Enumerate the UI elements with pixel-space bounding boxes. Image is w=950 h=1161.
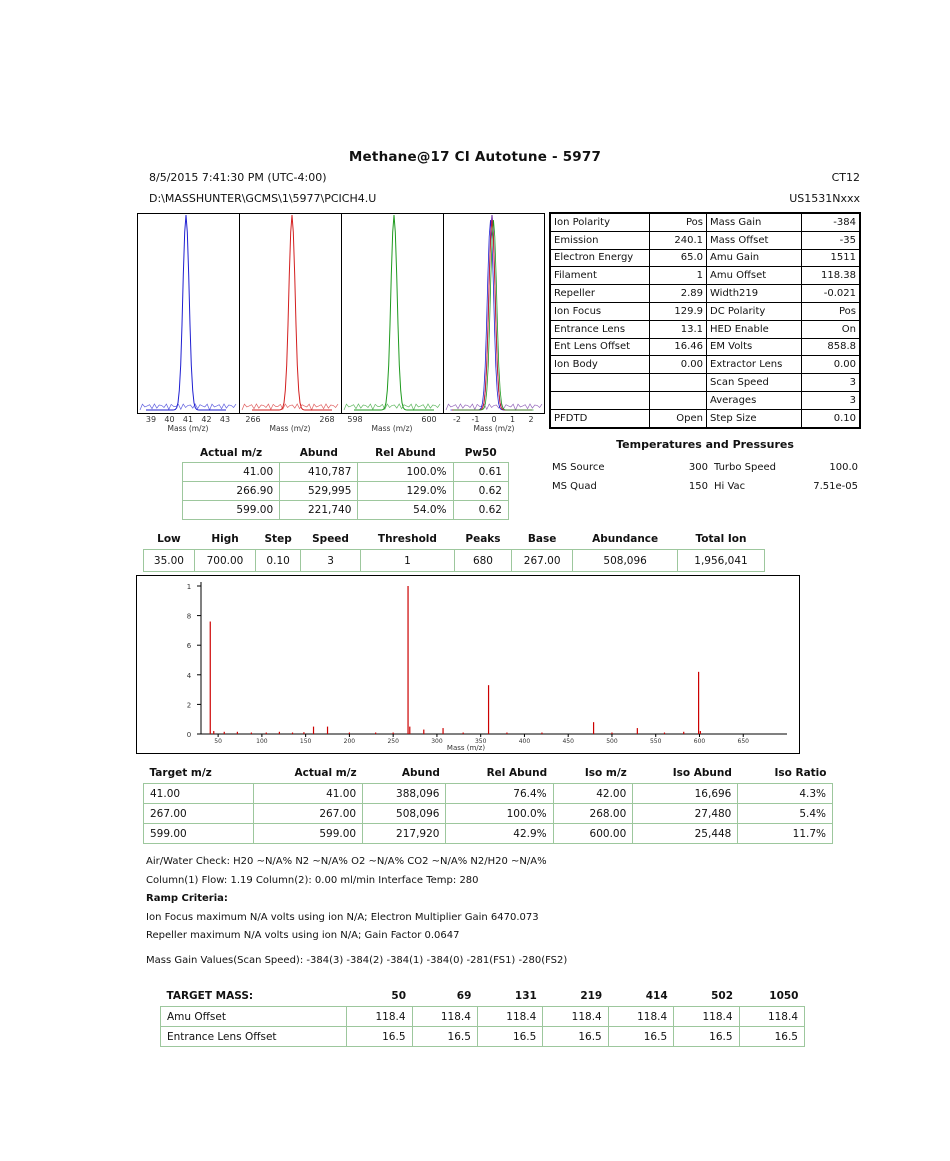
param-value: 3 — [802, 374, 861, 392]
x-tick-label: 150 — [299, 738, 312, 745]
peak-profile-2 — [252, 215, 332, 410]
scan-header: Total Ion — [695, 533, 747, 545]
abund-cell: 129.0% — [358, 482, 453, 501]
x-tick-label: 400 — [518, 738, 531, 745]
abund-header: Rel Abund — [375, 447, 436, 459]
scan-header: Speed — [312, 533, 349, 545]
param-value: 0.10 — [802, 409, 861, 427]
target-header: Iso Ratio — [774, 767, 827, 779]
param-row — [550, 356, 860, 374]
target-cell: 600.00 — [553, 824, 633, 844]
param-label: Repeller — [550, 285, 650, 303]
panel-tick-label: 598 — [347, 415, 363, 424]
scan-cell: 0.10 — [256, 550, 301, 572]
param-row — [550, 267, 860, 285]
abund-cell: 0.61 — [453, 463, 509, 482]
param-value: 2.89 — [650, 285, 707, 303]
x-tick-label: 300 — [431, 738, 443, 745]
scan-cell: 267.00 — [512, 550, 573, 572]
target-cell: 41.00 — [144, 784, 254, 804]
panel-xlabel: Mass (m/z) — [371, 424, 413, 433]
temps-row — [549, 458, 861, 477]
target-cell: 267.00 — [144, 804, 254, 824]
scan-header: High — [211, 533, 239, 545]
abund-cell: 266.90 — [183, 482, 280, 501]
target-cell: 268.00 — [553, 804, 633, 824]
param-value: 13.1 — [650, 320, 707, 338]
abund-cell: 0.62 — [453, 482, 509, 501]
param-label — [550, 374, 650, 392]
tune-parameters-table — [549, 212, 861, 429]
param-value: -35 — [802, 231, 861, 249]
mass-row — [161, 1027, 805, 1047]
mass-cell: 16.5 — [477, 1027, 542, 1047]
scan-cell: 508,096 — [573, 550, 678, 572]
param-row — [550, 231, 860, 249]
param-label: Scan Speed — [707, 374, 802, 392]
param-row — [550, 249, 860, 267]
peak-profile-1 — [146, 215, 226, 410]
repeller-maximum: Repeller maximum N/A volts using ion N/A; Gain Factor 0.0647 — [146, 930, 460, 942]
column-flow: Column(1) Flow: 1.19 Column(2): 0.00 ml/min Interface Temp: 280 — [146, 874, 479, 886]
temps-value: 7.51e-05 — [813, 481, 858, 492]
mass-cell: 16.5 — [543, 1027, 608, 1047]
param-value: 16.46 — [650, 338, 707, 356]
mass-cell: 16.5 — [739, 1027, 804, 1047]
param-row — [550, 338, 860, 356]
param-row — [550, 285, 860, 303]
method-path: D:\MASSHUNTER\GCMS\1\5977\PCICH4.U — [149, 192, 377, 205]
peak-baseline-4 — [446, 404, 542, 410]
mass-spectrum-chart — [136, 575, 800, 754]
target-cell: 508,096 — [363, 804, 446, 824]
mass-header: 50 — [391, 990, 407, 1002]
param-value: 0.00 — [650, 356, 707, 374]
target-cell: 388,096 — [363, 784, 446, 804]
panel-xlabel: Mass (m/z) — [269, 424, 311, 433]
param-label: EM Volts — [707, 338, 802, 356]
param-value — [650, 374, 707, 392]
temps-value: 100.0 — [829, 462, 858, 473]
param-row — [550, 302, 860, 320]
x-tick-label: 50 — [214, 738, 222, 745]
param-label: Averages — [707, 391, 802, 409]
param-label — [550, 391, 650, 409]
target-cell: 11.7% — [738, 824, 833, 844]
target-cell: 267.00 — [253, 804, 362, 824]
abund-cell: 599.00 — [183, 501, 280, 520]
scan-cell: 3 — [301, 550, 361, 572]
mass-header: 219 — [580, 990, 603, 1002]
temps-label: MS Source — [552, 462, 605, 473]
target-cell: 42.9% — [446, 824, 553, 844]
panel-tick-label: 41 — [182, 415, 194, 424]
param-label: Mass Offset — [707, 231, 802, 249]
temps-label: MS Quad — [552, 481, 597, 492]
target-header: Iso m/z — [584, 767, 627, 779]
target-cell: 25,448 — [633, 824, 738, 844]
scan-cell: 35.00 — [144, 550, 195, 572]
abund-cell: 41.00 — [183, 463, 280, 482]
param-value: 1511 — [802, 249, 861, 267]
panel-tick-label: -2 — [453, 415, 461, 424]
target-cell: 16,696 — [633, 784, 738, 804]
target-header: Iso Abund — [672, 767, 732, 779]
abund-header: Actual m/z — [200, 447, 263, 459]
temps-row — [549, 477, 861, 496]
scan-cell: 1,956,041 — [678, 550, 765, 572]
target-cell: 599.00 — [253, 824, 362, 844]
panel-tick-label: 1 — [509, 415, 516, 424]
target-mass-offsets-table — [160, 986, 805, 1047]
target-cell: 599.00 — [144, 824, 254, 844]
report-title: Methane@17 CI Autotune - 5977 — [348, 149, 602, 165]
target-cell: 42.00 — [553, 784, 633, 804]
scan-header: Low — [157, 533, 181, 545]
scan-cell: 700.00 — [194, 550, 255, 572]
param-row — [550, 409, 860, 427]
scan-cell: 680 — [454, 550, 511, 572]
mass-cell: 118.4 — [674, 1007, 739, 1027]
x-tick-label: 250 — [387, 738, 399, 745]
temps-label: Turbo Speed — [714, 462, 777, 473]
param-row — [550, 320, 860, 338]
panel-tick-label: 600 — [421, 415, 437, 424]
mass-row — [161, 1007, 805, 1027]
scan-cell: 1 — [360, 550, 454, 572]
param-value: 3 — [802, 391, 861, 409]
param-value: -384 — [802, 213, 861, 231]
param-label: Step Size — [707, 409, 802, 427]
temps-value: 150 — [688, 481, 708, 492]
y-tick-label: 1 — [186, 583, 192, 591]
panel-tick-label: 268 — [319, 415, 335, 424]
y-tick-label: 0 — [186, 731, 192, 739]
ramp-criteria-label: Ramp Criteria: — [146, 893, 228, 905]
mass-cell: 118.4 — [543, 1007, 608, 1027]
mass-gain-values: Mass Gain Values(Scan Speed): -384(3) -384(2) -384(1) -384(0) -281(FS1) -280(FS2) — [146, 954, 568, 966]
mass-cell: 16.5 — [608, 1027, 673, 1047]
mass-cell: 118.4 — [412, 1007, 477, 1027]
mass-cell: 118.4 — [347, 1007, 412, 1027]
y-tick-label: 4 — [186, 671, 192, 680]
mass-cell: 16.5 — [412, 1027, 477, 1047]
x-tick-label: 100 — [256, 738, 268, 745]
temps-value: 300 — [688, 462, 708, 473]
mass-cell: 118.4 — [477, 1007, 542, 1027]
mass-header: 131 — [514, 990, 537, 1002]
mass-header: 414 — [645, 990, 668, 1002]
mass-cell: 118.4 — [608, 1007, 673, 1027]
param-label: PFDTD — [550, 409, 650, 427]
info-block — [146, 853, 567, 971]
target-header: Actual m/z — [294, 767, 357, 779]
param-label: Filament — [550, 267, 650, 285]
param-value: 1 — [650, 267, 707, 285]
abund-cell: 529,995 — [280, 482, 358, 501]
air-water-check: Air/Water Check: H20 ~N/A% N2 ~N/A% O2 ~N/A% CO2 ~N/A% N2/H20 ~N/A% — [146, 856, 547, 867]
abund-header: Pw50 — [464, 447, 497, 459]
instrument-code: CT12 — [831, 171, 860, 184]
target-row — [144, 804, 833, 824]
mass-header: 69 — [456, 990, 472, 1002]
param-label: Mass Gain — [707, 213, 802, 231]
param-label: Entrance Lens — [550, 320, 650, 338]
x-tick-label: 550 — [649, 738, 662, 745]
param-value: Pos — [650, 213, 707, 231]
target-row — [144, 784, 833, 804]
scan-header: Threshold — [377, 533, 437, 545]
param-label: Width219 — [707, 285, 802, 303]
param-label: Ent Lens Offset — [550, 338, 650, 356]
param-label: HED Enable — [707, 320, 802, 338]
param-row — [550, 374, 860, 392]
x-tick-label: 450 — [562, 738, 574, 745]
abund-cell: 54.0% — [358, 501, 453, 520]
mass-cell: 16.5 — [347, 1027, 412, 1047]
report-datetime: 8/5/2015 7:41:30 PM (UTC-4:00) — [149, 171, 327, 184]
panel-tick-label: 266 — [245, 415, 261, 424]
target-header: Target m/z — [149, 767, 212, 779]
mass-header: 502 — [711, 990, 734, 1002]
param-value: Open — [650, 409, 707, 427]
param-label: Amu Offset — [707, 267, 802, 285]
param-label: Ion Polarity — [550, 213, 650, 231]
abund-row — [183, 463, 509, 482]
peak-baseline-2 — [242, 404, 338, 410]
param-value — [650, 391, 707, 409]
target-cell: 100.0% — [446, 804, 553, 824]
peak-profile-panels — [137, 213, 547, 438]
target-row — [144, 824, 833, 844]
abund-cell: 0.62 — [453, 501, 509, 520]
ion-focus-maximum: Ion Focus maximum N/A volts using ion N/A; Electron Multiplier Gain 6470.073 — [146, 911, 539, 923]
peak-baseline-3 — [344, 404, 440, 410]
scan-header: Base — [527, 533, 557, 545]
abund-row — [183, 501, 509, 520]
panel-tick-label: -1 — [471, 415, 480, 424]
panel-tick-label: 40 — [164, 415, 175, 424]
x-tick-label: 200 — [343, 738, 356, 745]
y-tick-label: 2 — [186, 701, 192, 710]
peak-baseline-1 — [140, 404, 236, 410]
param-value: On — [802, 320, 861, 338]
target-cell: 41.00 — [253, 784, 362, 804]
target-cell: 217,920 — [363, 824, 446, 844]
param-row — [550, 213, 860, 231]
x-axis-label: Mass (m/z) — [446, 744, 486, 752]
target-cell: 4.3% — [738, 784, 833, 804]
param-label: DC Polarity — [707, 302, 802, 320]
panel-tick-label: 42 — [201, 415, 212, 424]
panel-xlabel: Mass (m/z) — [473, 424, 515, 433]
scan-parameters-table — [143, 529, 765, 572]
param-label: Extractor Lens — [707, 356, 802, 374]
scan-header: Peaks — [465, 533, 501, 545]
serial-number: US1531Nxxx — [789, 192, 860, 205]
x-tick-label: 600 — [693, 738, 706, 745]
target-mass-table — [143, 763, 833, 844]
temps-label: Hi Vac — [714, 481, 746, 492]
target-header: Abund — [401, 767, 440, 779]
mass-header: TARGET MASS: — [166, 990, 254, 1002]
panel-tick-label: 2 — [528, 415, 534, 424]
param-label: Amu Gain — [707, 249, 802, 267]
abund-cell: 100.0% — [358, 463, 453, 482]
abundance-table — [182, 444, 509, 520]
panel-tick-label: 0 — [491, 415, 497, 424]
param-label: Emission — [550, 231, 650, 249]
abund-cell: 410,787 — [280, 463, 358, 482]
param-label: Electron Energy — [550, 249, 650, 267]
x-tick-label: 350 — [474, 738, 487, 745]
param-value: 118.38 — [802, 267, 861, 285]
peak-profile-3 — [354, 215, 434, 410]
param-value: 129.9 — [650, 302, 707, 320]
param-value: 65.0 — [650, 249, 707, 267]
param-label: Ion Body — [550, 356, 650, 374]
panel-xlabel: Mass (m/z) — [167, 424, 209, 433]
scan-header: Abundance — [592, 533, 659, 545]
panel-tick-label: 43 — [219, 415, 231, 424]
mass-cell: Entrance Lens Offset — [161, 1027, 347, 1047]
scan-header: Step — [264, 533, 292, 545]
param-value: 240.1 — [650, 231, 707, 249]
param-value: Pos — [802, 302, 861, 320]
abund-row — [183, 482, 509, 501]
target-cell: 5.4% — [738, 804, 833, 824]
panel-tick-label: 39 — [145, 415, 157, 424]
param-value: 858.8 — [802, 338, 861, 356]
temps-table — [549, 458, 861, 496]
target-cell: 27,480 — [633, 804, 738, 824]
mass-cell: Amu Offset — [161, 1007, 347, 1027]
target-header: Rel Abund — [486, 767, 548, 779]
param-row — [550, 391, 860, 409]
param-value: 0.00 — [802, 356, 861, 374]
y-tick-label: 8 — [186, 612, 192, 621]
param-label: Ion Focus — [550, 302, 650, 320]
x-tick-label: 500 — [606, 738, 618, 745]
x-tick-label: 650 — [737, 738, 749, 745]
mass-cell: 118.4 — [739, 1007, 804, 1027]
y-tick-label: 6 — [186, 642, 192, 651]
abund-cell: 221,740 — [280, 501, 358, 520]
param-value: -0.021 — [802, 285, 861, 303]
temps-title: Temperatures and Pressures — [616, 438, 794, 451]
mass-cell: 16.5 — [674, 1027, 739, 1047]
mass-header: 1050 — [769, 990, 799, 1002]
abund-header: Abund — [299, 447, 338, 459]
target-cell: 76.4% — [446, 784, 553, 804]
